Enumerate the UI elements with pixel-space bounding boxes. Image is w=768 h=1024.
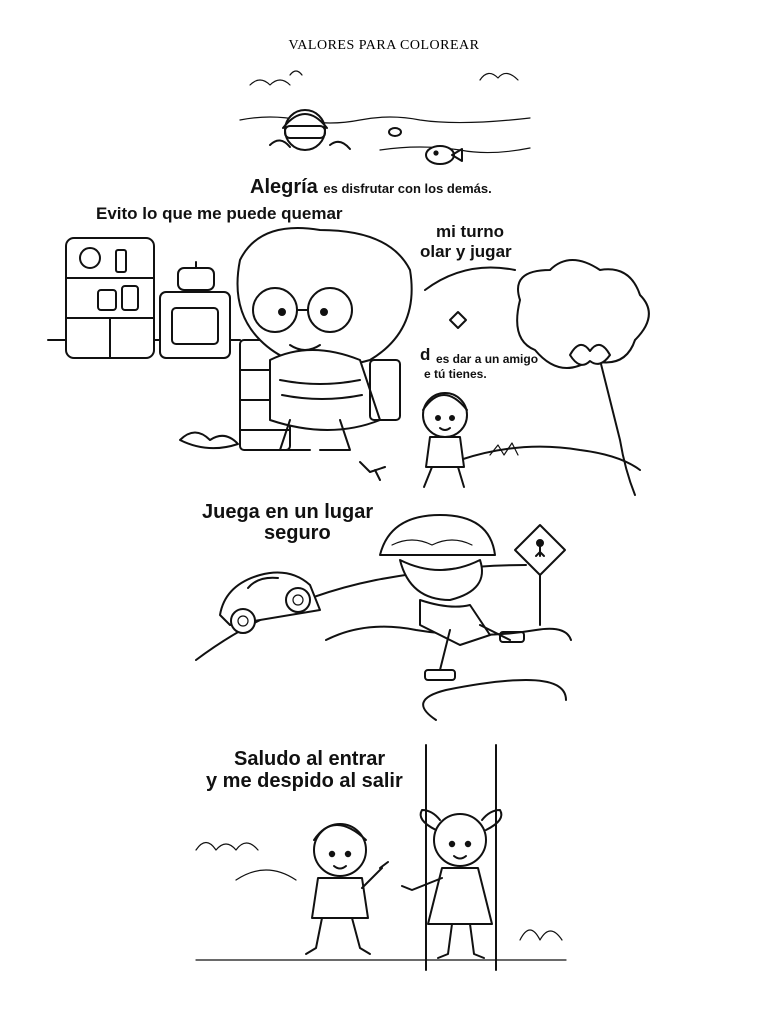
amigo-caption-letter: d <box>420 345 431 364</box>
amigo-caption-line2: e tú tienes. <box>424 367 487 381</box>
quemar-caption: Evito lo que me puede quemar <box>96 204 343 223</box>
alegria-heading: Alegría <box>250 176 318 198</box>
kitchen-scene-illustration <box>48 228 412 480</box>
skating-scene-illustration <box>196 515 571 720</box>
turno-caption-line2: olar y jugar <box>420 242 512 261</box>
amigo-caption-line1: es dar a un amigo <box>436 352 539 366</box>
alegria-caption <box>250 176 492 199</box>
beach-scene-illustration <box>240 71 530 164</box>
turno-caption-line1: mi turno <box>436 222 504 241</box>
page-title: VALORES PARA COLOREAR <box>288 38 480 53</box>
alegria-text: es disfrutar con los demás. <box>323 181 492 196</box>
saludo-caption-line1: Saludo al entrar <box>234 748 386 770</box>
seguro-caption-line2: seguro <box>264 522 331 544</box>
saludo-caption-line2: y me despido al salir <box>206 770 403 792</box>
seguro-caption-line1: Juega en un lugar <box>202 501 374 523</box>
